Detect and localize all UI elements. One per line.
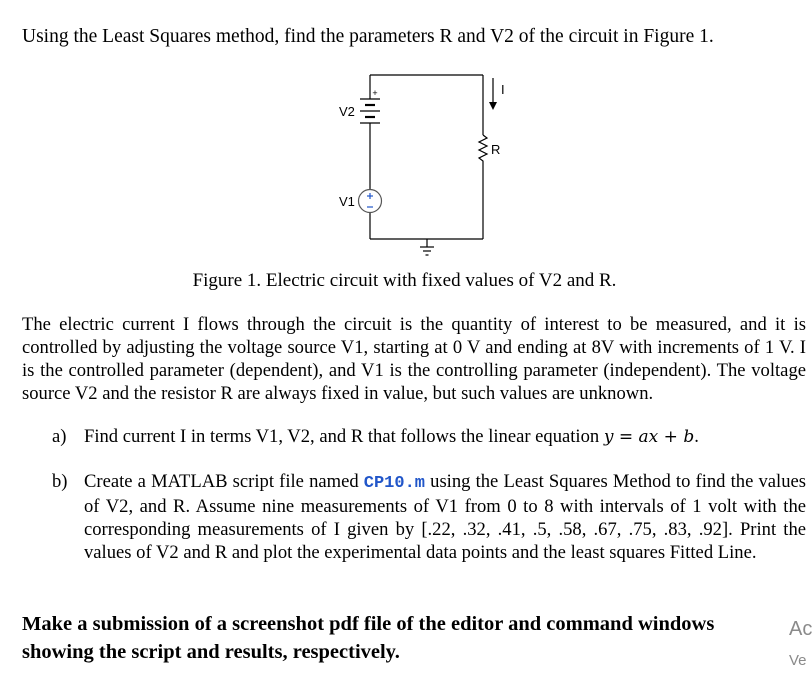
current-label: I xyxy=(501,82,505,97)
part-a-text: Find current I in terms V1, V2, and R that follows the linear equation xyxy=(84,426,604,447)
resistor-label: R xyxy=(491,142,501,157)
v1-polarity-marks xyxy=(367,193,373,207)
v1-label: V1 xyxy=(339,194,355,209)
description-paragraph xyxy=(22,313,806,405)
question-title: Using the Least Squares method, find the parameters R and V2 of the circuit in Figure 1. xyxy=(22,26,714,47)
battery-v2-symbol xyxy=(360,99,380,123)
side-overlay-text-1: Ac xyxy=(789,618,812,640)
v1-source-circle xyxy=(359,190,382,213)
part-a-label: a) xyxy=(52,426,67,447)
question-part-b xyxy=(52,470,806,564)
resistor-symbol xyxy=(479,135,487,164)
linear-equation: y = ax + b xyxy=(603,427,695,447)
v2-label: V2 xyxy=(339,104,355,119)
figure-caption: Figure 1. Electric circuit with fixed values of V2 and R. xyxy=(192,270,617,291)
part-b-text-after: using the Least Squares Method to find the values of V2, and R. Assume nine measurements of V1 from 0 to 8 with intervals of 1 volt with the corresponding measurements of I given by [.22, .32, .41, .5, .58, .67, .75, .83, .92]. Print the values of V2 and R and plot the experimental data points and the least squares Fitted Line. xyxy=(84,471,806,563)
submission-instructions: Make a submission of a screenshot pdf file of the editor and command windows showing the script and results, respectively. xyxy=(22,613,715,663)
script-filename: CP10.m xyxy=(363,474,425,493)
part-b-label: b) xyxy=(52,471,68,492)
question-part-a: a) Find current I in terms V1, V2, and R that follows the linear equation y = ax + b. xyxy=(52,426,699,447)
circuit-diagram xyxy=(320,68,520,268)
description-text: The electric current I flows through the circuit is the quantity of interest to be measured, and it is controlled by adjusting the voltage source V1, starting at 0 V and ending at 8V with increments of 1 V. I is the controlled parameter (dependent), and V1 is the controlling parameter (independent). The voltage source V2 and the resistor R are always fixed in value, but such values are unknown. xyxy=(22,314,806,404)
side-overlay-text-2: Ve xyxy=(789,652,807,669)
current-arrow-head xyxy=(489,102,497,110)
battery-plus-label: + xyxy=(372,88,378,98)
part-b-text-before: Create a MATLAB script file named xyxy=(84,471,364,492)
